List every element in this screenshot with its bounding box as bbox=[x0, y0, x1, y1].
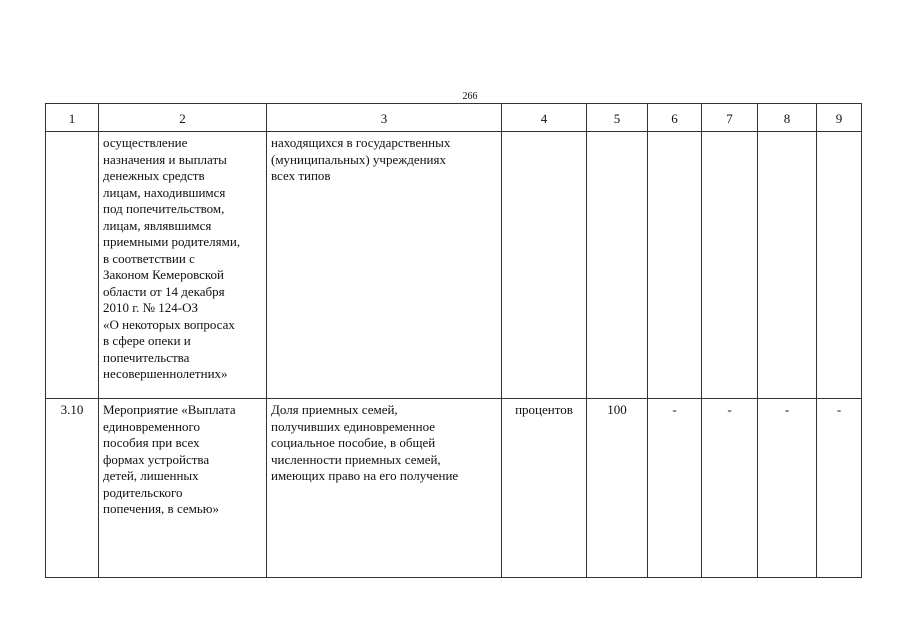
header-cell-7: 7 bbox=[702, 104, 758, 132]
value-cell-5 bbox=[587, 132, 648, 399]
table-row bbox=[46, 132, 862, 399]
table-row bbox=[46, 399, 862, 578]
header-cell-5: 5 bbox=[587, 104, 648, 132]
activity-name-cell bbox=[99, 399, 267, 578]
header-cell-9: 9 bbox=[817, 104, 862, 132]
unit-cell bbox=[502, 132, 587, 399]
value-cell-5: 100 bbox=[587, 399, 648, 578]
indicator-cell bbox=[267, 399, 502, 578]
header-cell-8: 8 bbox=[758, 104, 817, 132]
indicator-cell bbox=[267, 132, 502, 399]
value-cell-8: - bbox=[758, 399, 817, 578]
unit-cell: процентов bbox=[502, 399, 587, 578]
indicator-text: находящихся в государственных (муниципальных) учреждениях всех типов bbox=[271, 135, 451, 183]
value-cell-6: - bbox=[648, 399, 702, 578]
header-cell-1: 1 bbox=[46, 104, 99, 132]
page-number: 266 bbox=[462, 91, 478, 102]
value-cell-7: - bbox=[702, 399, 758, 578]
activity-name-cell bbox=[99, 132, 267, 399]
header-cell-3: 3 bbox=[267, 104, 502, 132]
row-number-cell bbox=[46, 132, 99, 399]
row-number-cell: 3.10 bbox=[46, 399, 99, 578]
value-cell-8 bbox=[758, 132, 817, 399]
header-cell-2: 2 bbox=[99, 104, 267, 132]
activity-name-text: осуществление назначения и выплаты денежных средств лицам, находившимся под попечительством, лицам, являвшимся приемными родителями, в соответствии с Законом Кемеровской области от 14 декабря 2010 г. № 124-ОЗ «О некоторых вопросах в сфере опеки и попечительства несовершеннолетних» bbox=[103, 135, 241, 381]
header-cell-4: 4 bbox=[502, 104, 587, 132]
activity-name-text: Мероприятие «Выплата единовременного пособия при всех формах устройства детей, лишенных родительского попечения, в семью» bbox=[103, 402, 236, 516]
table-header-row bbox=[46, 104, 862, 132]
value-cell-9 bbox=[817, 132, 862, 399]
header-cell-6: 6 bbox=[648, 104, 702, 132]
indicators-table bbox=[45, 103, 862, 578]
value-cell-9: - bbox=[817, 399, 862, 578]
value-cell-7 bbox=[702, 132, 758, 399]
indicator-text: Доля приемных семей, получивших единовременное социальное пособие, в общей численности приемных семей, имеющих право на его получение bbox=[271, 402, 459, 483]
value-cell-6 bbox=[648, 132, 702, 399]
